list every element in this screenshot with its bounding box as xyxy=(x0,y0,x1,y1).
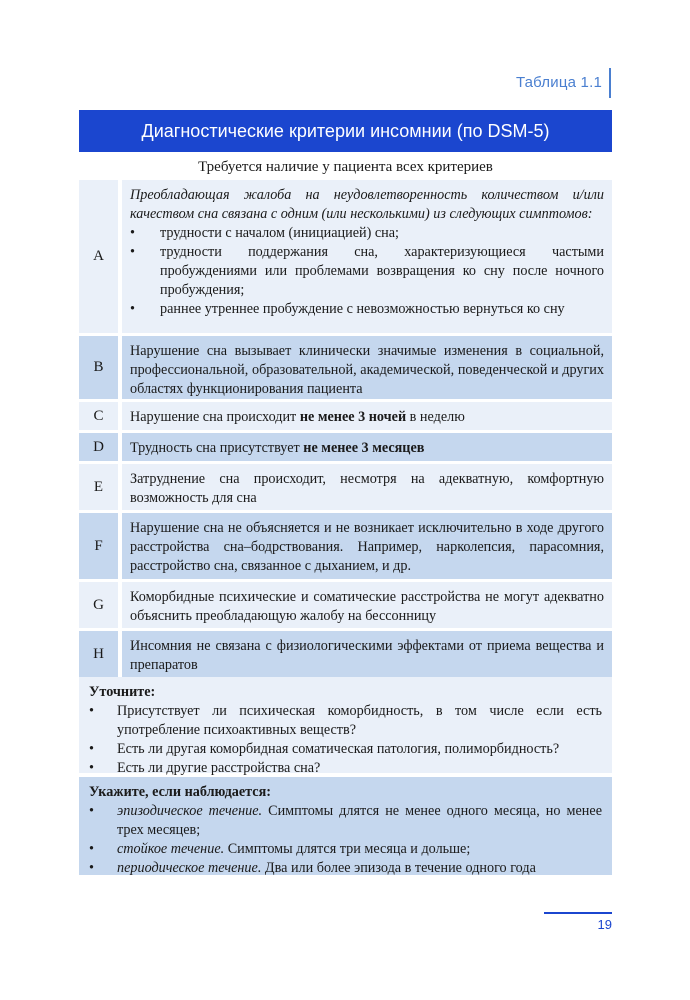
list-item: • эпизодическое течение. Симптомы длятся не менее одного месяца, но менее трех месяцев; xyxy=(89,803,602,838)
criterion-letter: B xyxy=(79,336,118,399)
criterion-row-c xyxy=(79,399,612,430)
criterion-a-intro: Преобладающая жалоба на неудовлетворенность количеством и/или качеством сна связана с одним (или несколькими) из следующих симптомов: xyxy=(130,187,604,222)
list-item: • стойкое течение. Симптомы длятся три месяца и дольше; xyxy=(89,841,471,857)
table-subtitle: Требуется наличие у пациента всех критериев xyxy=(198,159,493,175)
criterion-text: Нарушение сна происходит не менее 3 ночей в неделю xyxy=(122,402,612,430)
specify-heading: Укажите, если наблюдается: xyxy=(89,784,271,800)
criterion-letter: C xyxy=(79,402,118,430)
clarify-heading: Уточните: xyxy=(89,684,156,700)
criterion-row-b xyxy=(79,333,612,399)
criterion-text xyxy=(122,180,612,333)
criterion-row-h xyxy=(79,628,612,677)
table-title: Диагностические критерии инсомнии (по DSM-5) xyxy=(79,110,612,152)
criterion-row-g xyxy=(79,579,612,628)
criterion-row-a xyxy=(79,180,612,333)
criterion-text: Затруднение сна происходит, несмотря на адекватную, комфортную возможность для сна xyxy=(122,464,612,510)
list-item: • трудности с началом (инициацией) сна; xyxy=(130,225,399,241)
list-item: • периодическое течение. Два или более эпизода в течение одного года xyxy=(89,860,536,876)
criterion-row-e xyxy=(79,461,612,510)
criterion-row-d xyxy=(79,430,612,461)
criteria-table xyxy=(79,180,612,677)
clarify-box xyxy=(79,677,612,776)
criterion-letter: E xyxy=(79,464,118,510)
list-item: • Есть ли другие расстройства сна? xyxy=(89,760,321,776)
criterion-text: Трудность сна присутствует не менее 3 месяцев xyxy=(122,433,612,461)
criterion-text: Нарушение сна не объясняется и не возникает исключительно в ходе другого расстройства сна–бодрствования. Например, нарколепсия, парасомния, расстройство сна, связанное с дыханием, и др. xyxy=(122,513,612,579)
criterion-letter: D xyxy=(79,433,118,461)
specify-box xyxy=(79,777,612,875)
criterion-letter: F xyxy=(79,513,118,579)
criterion-letter: H xyxy=(79,631,118,677)
table-number-label: Таблица 1.1 xyxy=(515,74,602,91)
criterion-letter: G xyxy=(79,582,118,628)
list-item: • Присутствует ли психическая коморбидность, в том числе если есть употребление психоактивных веществ? xyxy=(89,703,602,738)
footer-divider xyxy=(544,912,612,914)
list-item: • трудности поддержания сна, характеризующиеся частыми пробуждениями или проблемами возвращения ко сну после ночного пробуждения; xyxy=(130,244,604,298)
criterion-letter: A xyxy=(79,180,118,333)
list-item: • Есть ли другая коморбидная соматическая патология, полиморбидность? xyxy=(89,741,560,757)
criterion-row-f xyxy=(79,510,612,579)
table-label-divider xyxy=(609,68,611,98)
criterion-text: Нарушение сна вызывает клинически значимые изменения в социальной, профессиональной, образовательной, академической, поведенческой и других областях функционирования пациента xyxy=(122,336,612,399)
criterion-text: Инсомния не связана с физиологическими эффектами от приема вещества и препаратов xyxy=(122,631,612,677)
criterion-text: Коморбидные психические и соматические расстройства не могут адекватно объяснить преобладающую жалобу на бессонницу xyxy=(122,582,612,628)
page-number: 19 xyxy=(597,917,612,932)
list-item: • раннее утреннее пробуждение с невозможностью вернуться ко сну xyxy=(130,301,565,317)
